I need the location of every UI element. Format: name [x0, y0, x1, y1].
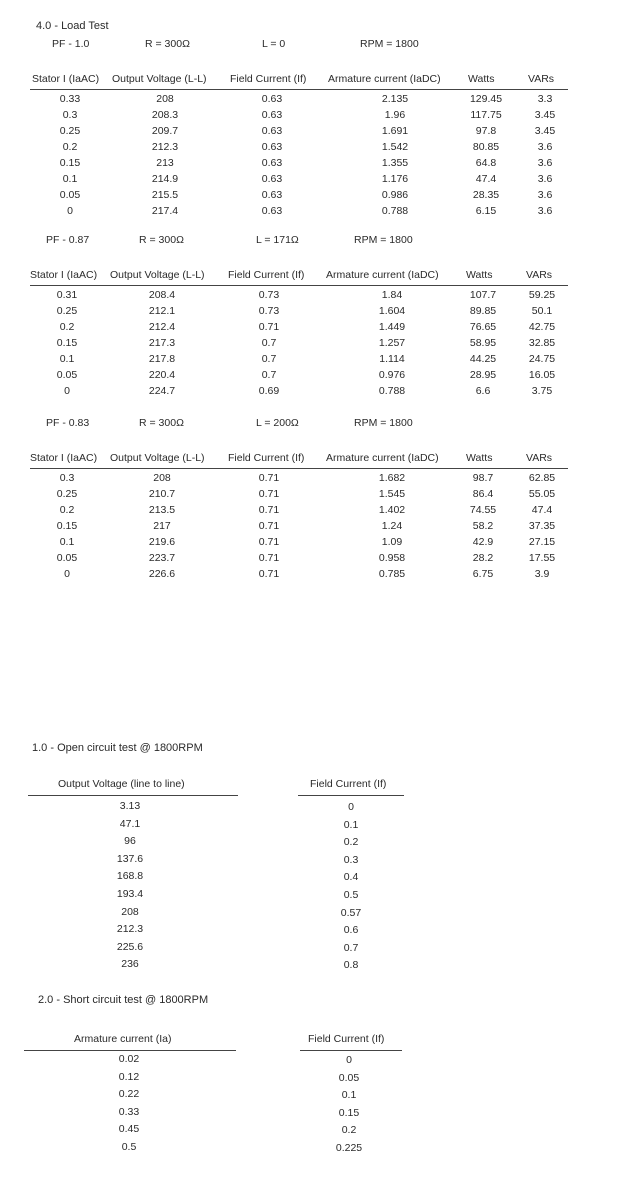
load-block-3-param-rpm: RPM = 1800 — [354, 417, 413, 429]
load-block-1-cell: 0.1 — [62, 173, 78, 185]
load-block-3-cell: 1.402 — [378, 504, 406, 516]
open-circuit-col2-rule — [298, 795, 404, 796]
load-block-1-cell: 1.355 — [381, 157, 409, 169]
short-circuit-armature-value: 0.02 — [118, 1053, 140, 1065]
load-block-1-cell: 3.6 — [537, 141, 553, 153]
load-block-3-cell: 223.7 — [148, 552, 176, 564]
load-block-3-cell: 86.4 — [472, 488, 494, 500]
open-circuit-voltage-value: 137.6 — [116, 852, 144, 865]
load-block-2-cell: 217.8 — [148, 353, 176, 365]
load-block-1-cell: 117.75 — [470, 109, 502, 121]
open-circuit-voltage-value: 212.3 — [116, 923, 144, 936]
load-block-2-cell: 0.7 — [261, 353, 277, 365]
load-block-1-cell: 215.5 — [151, 189, 179, 201]
short-circuit-field-value: 0.15 — [338, 1106, 360, 1119]
load-block-2-cell: 0.976 — [378, 369, 406, 381]
open-circuit-title: 1.0 - Open circuit test @ 1800RPM — [32, 742, 203, 754]
load-block-3-cell: 226.6 — [148, 568, 176, 580]
load-block-2-cell: 24.75 — [528, 353, 556, 365]
load-block-3-cell: 0.71 — [258, 536, 280, 548]
load-block-1-cell: 212.3 — [151, 141, 179, 153]
load-block-2-cell: 0.31 — [56, 289, 78, 301]
load-block-1-param-r: R = 300Ω — [145, 38, 190, 50]
load-block-3-cell: 0.25 — [56, 488, 78, 500]
load-block-2-cell: 89.85 — [469, 305, 497, 317]
load-block-2-cell: 0.1 — [59, 353, 75, 365]
load-block-2-cell: 1.114 — [379, 353, 405, 365]
load-block-2-cell: 32.85 — [528, 337, 556, 349]
load-block-3-cell: 219.6 — [148, 536, 176, 548]
load-block-2-header-5: VARs — [526, 269, 553, 281]
load-block-2-cell: 208.4 — [148, 289, 176, 301]
short-circuit-armature-value: 0.33 — [118, 1105, 140, 1118]
load-block-1-cell: 0.63 — [261, 141, 283, 153]
load-block-1-cell: 0.63 — [261, 157, 283, 169]
load-block-2-header-3: Armature current (IaDC) — [326, 269, 439, 281]
load-block-1-cell: 217.4 — [151, 205, 179, 217]
load-block-1-cell: 0.788 — [381, 205, 409, 217]
load-block-1-cell: 0.63 — [261, 189, 283, 201]
open-circuit-voltage-value: 236 — [121, 958, 139, 971]
short-circuit-field-value: 0 — [346, 1054, 352, 1066]
load-block-2-cell: 1.257 — [378, 337, 406, 349]
load-block-1-cell: 0.15 — [59, 157, 81, 169]
load-block-3-cell: 0.2 — [59, 504, 75, 516]
short-circuit-col2-header: Field Current (If) — [308, 1033, 385, 1045]
open-circuit-voltage-value: 193.4 — [116, 888, 144, 900]
open-circuit-field-value: 0.1 — [343, 818, 359, 831]
load-block-1-cell: 0.3 — [62, 109, 78, 121]
open-circuit-field-value: 0.8 — [343, 959, 359, 972]
load-block-1-cell: 208.3 — [151, 109, 179, 121]
load-block-1-cell: 1.542 — [381, 141, 409, 153]
load-block-3-param-l: L = 200Ω — [256, 417, 299, 429]
load-block-2-cell: 76.65 — [469, 321, 497, 333]
load-block-1-param-rpm: RPM = 1800 — [360, 38, 419, 50]
open-circuit-voltage-value: 3.13 — [119, 800, 141, 812]
load-block-2-cell: 0.15 — [56, 337, 78, 349]
short-circuit-title: 2.0 - Short circuit test @ 1800RPM — [38, 994, 209, 1006]
short-circuit-col1-header: Armature current (Ia) — [74, 1033, 172, 1045]
short-circuit-armature-value: 0.22 — [118, 1088, 140, 1101]
load-block-1-cell: 0.63 — [261, 125, 283, 137]
open-circuit-field-value: 0.4 — [343, 871, 359, 884]
load-test-title: 4.0 - Load Test — [36, 20, 109, 32]
load-block-2-cell: 6.6 — [475, 385, 491, 397]
load-block-1-header-0: Stator I (IaAC) — [32, 73, 100, 85]
load-block-2-header-0: Stator I (IaAC) — [30, 269, 98, 281]
load-block-2-cell: 59.25 — [528, 289, 556, 301]
load-block-2-header-4: Watts — [466, 269, 493, 281]
load-block-1-cell: 1.96 — [384, 109, 406, 121]
load-block-2-cell: 0.7 — [261, 337, 277, 349]
load-block-3-cell: 0 — [64, 568, 70, 580]
load-block-1-cell: 0.986 — [381, 189, 409, 201]
load-block-1-cell: 0.33 — [59, 93, 81, 105]
load-block-3-cell: 1.24 — [381, 520, 403, 532]
load-block-2-rule — [30, 285, 568, 286]
load-block-2-param-rpm: RPM = 1800 — [354, 234, 413, 246]
short-circuit-field-value: 0.05 — [338, 1071, 360, 1084]
load-block-1-cell: 3.6 — [537, 157, 553, 169]
load-block-1-cell: 97.8 — [475, 125, 497, 137]
load-block-3-param-r: R = 300Ω — [139, 417, 184, 429]
open-circuit-field-value: 0.7 — [343, 941, 359, 954]
load-block-3-cell: 0.958 — [378, 552, 406, 564]
open-circuit-field-value: 0.57 — [340, 906, 362, 919]
load-block-3-cell: 17.55 — [528, 552, 556, 564]
load-block-2-cell: 0.73 — [258, 305, 280, 317]
load-block-3-cell: 3.9 — [534, 568, 550, 580]
load-block-2-cell: 0 — [64, 385, 70, 397]
open-circuit-voltage-value: 47.1 — [119, 817, 141, 830]
load-block-2-cell: 0.2 — [59, 321, 75, 333]
load-block-3-cell: 0.1 — [59, 536, 75, 548]
load-block-1-cell: 3.3 — [537, 93, 553, 105]
load-block-3-cell: 0.71 — [258, 488, 280, 500]
load-block-2-cell: 0.788 — [378, 385, 406, 397]
load-block-1-header-1: Output Voltage (L-L) — [112, 73, 207, 85]
short-circuit-field-value: 0.2 — [341, 1124, 357, 1137]
load-block-1-rule — [30, 89, 568, 90]
load-block-1-cell: 28.35 — [472, 189, 500, 201]
load-block-2-cell: 0.73 — [258, 289, 280, 301]
load-block-1-header-2: Field Current (If) — [230, 73, 307, 85]
load-block-1-cell: 1.691 — [381, 125, 409, 137]
short-circuit-armature-value: 0.5 — [121, 1141, 137, 1153]
load-block-2-cell: 212.1 — [148, 305, 176, 317]
load-block-1-cell: 1.176 — [381, 173, 409, 185]
load-block-1-param-pf: PF - 1.0 — [52, 38, 90, 50]
load-block-2-cell: 3.75 — [531, 385, 553, 397]
open-circuit-col2-header: Field Current (If) — [310, 778, 387, 790]
load-block-3-cell: 55.05 — [528, 488, 556, 500]
load-block-1-header-5: VARs — [528, 73, 555, 85]
load-block-2-cell: 1.449 — [378, 321, 406, 333]
short-circuit-col1-rule — [24, 1050, 236, 1051]
load-block-2-cell: 0.05 — [56, 369, 78, 381]
load-block-3-cell: 1.09 — [381, 536, 403, 548]
load-block-3-header-3: Armature current (IaDC) — [326, 452, 439, 464]
load-block-3-cell: 42.9 — [472, 536, 494, 548]
load-block-1-cell: 6.15 — [475, 205, 497, 217]
load-block-2-header-1: Output Voltage (L-L) — [110, 269, 205, 281]
load-block-1-cell: 214.9 — [151, 173, 179, 185]
open-circuit-field-value: 0.2 — [343, 836, 359, 849]
load-block-3-cell: 62.85 — [528, 472, 556, 484]
open-circuit-field-value: 0.5 — [343, 889, 359, 901]
load-block-3-cell: 6.75 — [472, 568, 494, 580]
load-block-1-cell: 3.45 — [534, 109, 556, 121]
open-circuit-voltage-value: 96 — [124, 835, 136, 848]
load-block-3-cell: 217 — [153, 520, 171, 532]
load-block-1-cell: 80.85 — [472, 141, 500, 153]
load-block-2-cell: 16.05 — [528, 369, 556, 381]
load-block-2-cell: 28.95 — [469, 369, 497, 381]
load-block-1-cell: 208 — [156, 93, 174, 105]
load-block-3-cell: 0.05 — [56, 552, 78, 564]
load-block-2-cell: 220.4 — [148, 369, 176, 381]
load-block-3-cell: 0.3 — [59, 472, 75, 484]
open-circuit-field-value: 0 — [348, 801, 354, 813]
load-block-1-cell: 0.63 — [261, 93, 283, 105]
load-block-3-header-0: Stator I (IaAC) — [30, 452, 98, 464]
open-circuit-field-value: 0.3 — [343, 853, 359, 866]
load-block-3-header-2: Field Current (If) — [228, 452, 305, 464]
load-block-3-cell: 213.5 — [148, 504, 176, 516]
load-block-1-cell: 0.63 — [261, 109, 283, 121]
load-block-3-cell: 208 — [153, 472, 171, 484]
load-block-3-cell: 98.7 — [472, 472, 494, 484]
load-block-3-cell: 0.71 — [258, 472, 280, 484]
load-block-3-cell: 1.682 — [378, 472, 406, 484]
load-block-3-cell: 1.545 — [378, 488, 406, 500]
load-block-1-cell: 47.4 — [475, 173, 497, 185]
load-block-1-cell: 64.8 — [475, 157, 497, 169]
short-circuit-field-value: 0.1 — [341, 1089, 357, 1102]
load-block-3-cell: 0.785 — [378, 568, 406, 580]
load-block-2-cell: 0.71 — [258, 321, 280, 333]
load-block-2-cell: 217.3 — [148, 337, 176, 349]
load-block-3-cell: 27.15 — [528, 536, 556, 548]
load-block-1-cell: 3.45 — [534, 125, 556, 137]
load-block-3-cell: 37.35 — [528, 520, 556, 532]
load-block-3-header-4: Watts — [466, 452, 493, 464]
short-circuit-col2-rule — [300, 1050, 402, 1051]
load-block-1-header-4: Watts — [468, 73, 495, 85]
load-block-2-cell: 44.25 — [469, 353, 497, 365]
load-block-3-cell: 0.71 — [258, 504, 280, 516]
open-circuit-voltage-value: 225.6 — [116, 940, 144, 953]
load-block-3-cell: 74.55 — [469, 504, 497, 516]
open-circuit-voltage-value: 168.8 — [116, 870, 144, 883]
short-circuit-field-value: 0.225 — [335, 1142, 363, 1154]
load-block-3-rule — [30, 468, 568, 469]
load-block-3-cell: 0.71 — [258, 520, 280, 532]
load-block-1-param-l: L = 0 — [262, 38, 286, 50]
open-circuit-col1-rule — [28, 795, 238, 796]
load-block-1-cell: 3.6 — [537, 189, 553, 201]
load-block-1-cell: 3.6 — [537, 173, 553, 185]
load-block-2-cell: 58.95 — [469, 337, 497, 349]
load-block-3-cell: 0.15 — [56, 520, 78, 532]
load-block-2-param-l: L = 171Ω — [256, 234, 299, 246]
load-block-1-cell: 213 — [156, 157, 174, 169]
load-block-2-cell: 0.25 — [56, 305, 78, 317]
load-block-1-cell: 0.25 — [59, 125, 81, 137]
load-block-3-cell: 0.71 — [258, 568, 280, 580]
load-block-2-cell: 0.69 — [258, 385, 280, 397]
load-block-2-cell: 212.4 — [148, 321, 176, 333]
load-block-3-cell: 58.2 — [472, 520, 494, 532]
load-block-1-cell: 0.2 — [62, 141, 78, 153]
load-block-1-cell: 0.63 — [261, 205, 283, 217]
load-block-2-param-pf: PF - 0.87 — [46, 234, 90, 246]
open-circuit-col1-header: Output Voltage (line to line) — [58, 778, 185, 790]
load-block-2-cell: 224.7 — [148, 385, 176, 397]
load-block-2-param-r: R = 300Ω — [139, 234, 184, 246]
load-block-3-cell: 210.7 — [148, 488, 176, 500]
load-block-3-header-5: VARs — [526, 452, 553, 464]
load-block-2-cell: 1.604 — [378, 305, 406, 317]
load-block-1-cell: 0.63 — [261, 173, 283, 185]
load-block-1-cell: 3.6 — [537, 205, 553, 217]
load-block-2-header-2: Field Current (If) — [228, 269, 305, 281]
load-block-2-cell: 1.84 — [381, 289, 403, 301]
load-block-1-cell: 209.7 — [151, 125, 179, 137]
load-block-1-cell: 0 — [67, 205, 73, 217]
load-block-2-cell: 0.7 — [261, 369, 277, 381]
short-circuit-armature-value: 0.45 — [118, 1123, 140, 1136]
load-block-1-cell: 0.05 — [59, 189, 81, 201]
load-block-1-cell: 129.45 — [469, 93, 503, 105]
load-block-3-cell: 28.2 — [472, 552, 494, 564]
load-block-1-header-3: Armature current (IaDC) — [328, 73, 441, 85]
load-block-3-cell: 47.4 — [531, 504, 553, 516]
load-block-2-cell: 107.7 — [469, 289, 497, 301]
load-block-2-cell: 42.75 — [528, 321, 556, 333]
load-block-3-header-1: Output Voltage (L-L) — [110, 452, 205, 464]
load-block-1-cell: 2.135 — [381, 93, 409, 105]
load-block-2-cell: 50.1 — [531, 305, 553, 317]
open-circuit-field-value: 0.6 — [343, 924, 359, 937]
load-block-3-cell: 0.71 — [258, 552, 280, 564]
open-circuit-voltage-value: 208 — [121, 905, 139, 918]
short-circuit-armature-value: 0.12 — [118, 1070, 140, 1083]
load-block-3-param-pf: PF - 0.83 — [46, 417, 90, 429]
